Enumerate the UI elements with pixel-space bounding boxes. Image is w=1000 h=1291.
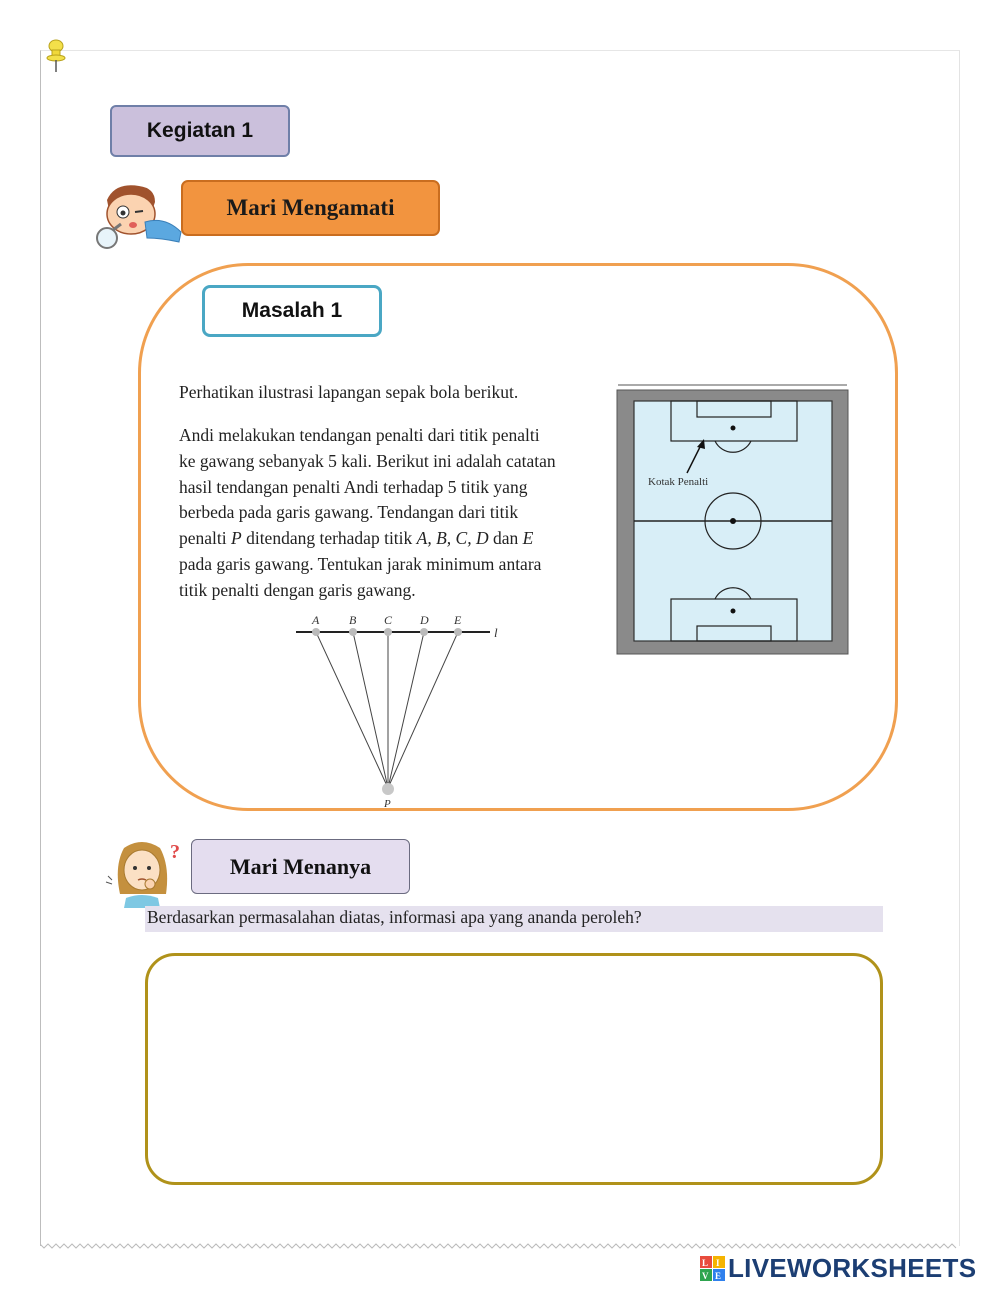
problem-body [179,423,604,604]
svg-text:L: L [702,1257,709,1268]
goal-line-diagram [290,610,510,810]
math-variable: E [522,528,534,549]
math-variable: A, B, C, D [416,528,489,549]
brand-name: LIVEWORKSHEETS [728,1253,977,1283]
problem-body-line: pada garis gawang. Tentukan jarak minimum antara [179,553,542,574]
problem-title-text: Masalah 1 [241,299,343,322]
point-label-e: E [454,613,462,627]
svg-text:I: I [716,1257,720,1268]
ask-section-title [191,839,410,894]
liveworksheets-logo-icon [700,1256,726,1282]
point-label-c: C [384,613,393,627]
problem-text-run: penalti [179,528,231,549]
activity-label-text: Kegiatan 1 [146,119,254,142]
ask-title-text: Mari Menanya [229,853,372,879]
answer-textbox[interactable] [145,953,883,1185]
pushpin-icon [44,38,68,74]
boy-magnifier-icon [95,180,187,256]
point-label-b: B [349,613,357,627]
girl-thinking-icon [104,836,188,908]
line-label-l: l [494,625,498,640]
point-label-a: A [312,613,320,627]
problem-text-run: ditendang terhadap titik [241,528,417,549]
observe-title-text: Mari Mengamati [226,195,395,220]
svg-text:E: E [715,1270,722,1281]
point-label-d: D [420,613,429,627]
problem-text-run: dan [488,528,523,549]
math-variable: P [231,528,242,549]
problem-intro: Perhatikan ilustrasi lapangan sepak bola berikut. [179,382,519,402]
svg-text:V: V [702,1270,709,1281]
question-text: Berdasarkan permasalahan diatas, informasi apa yang ananda peroleh? [145,906,883,932]
liveworksheets-logo [700,1253,976,1284]
svg-text:?: ? [170,841,180,863]
observe-section-title [181,180,440,236]
problem-body-line: berbeda pada garis gawang. Tendangan dari titik [179,502,519,523]
page-edge-zigzag [40,1240,958,1250]
penalty-point-label: P [384,798,391,810]
problem-title [202,285,382,337]
problem-body-line: titik penalti dengan garis gawang. [179,579,416,600]
football-field-diagram [615,383,850,658]
activity-label [110,105,290,157]
problem-body-line: hasil tendangan penalti Andi terhadap 5 titik yang [179,476,528,497]
problem-body-line [179,526,604,552]
problem-body-line: Andi melakukan tendangan penalti dari titik penalti [179,425,540,445]
penalty-box-annotation: Kotak Penalti [648,476,709,488]
problem-body-line: ke gawang sebanyak 5 kali. Berikut ini adalah catatan [179,450,556,471]
